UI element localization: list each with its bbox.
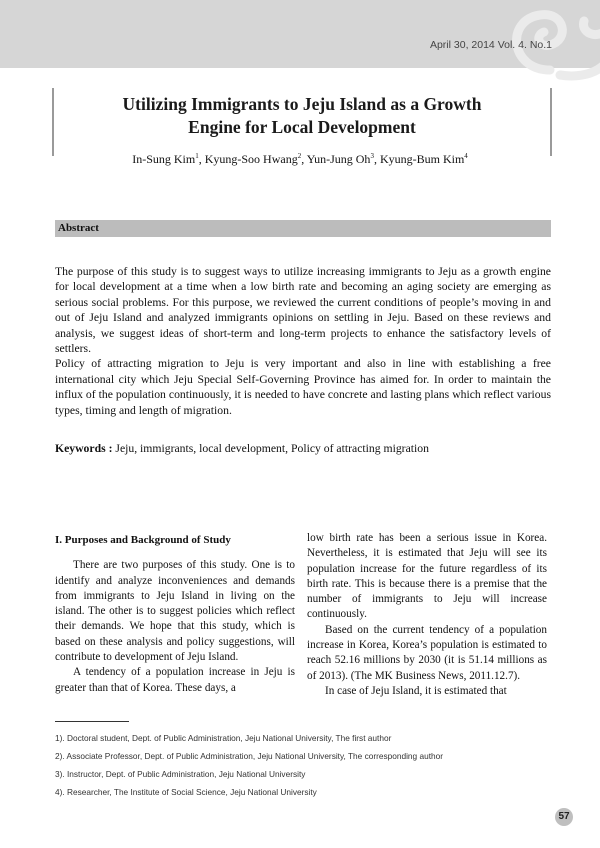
keywords [55, 442, 551, 455]
title-left-rule [52, 88, 54, 156]
abstract-body [55, 264, 551, 418]
abstract-paragraph: The purpose of this study is to suggest ways to utilize increasing immigrants to Jeju as a growth engine for local development at a time when a low birth rate and becoming an aging society are emerging as serious social problems. For this purpose, we reviewed the current conditions of people’s moving in and out of Jeju Island and analyzed immigrants opinions on settling in Jeju. Based on these reviews and analysis, we suggest ideas of short-term and long-term projects to enhance the satisfactory levels of settlers. [55, 265, 551, 356]
abstract-heading: Abstract [58, 222, 99, 234]
footnote-divider [55, 721, 129, 722]
footnote: 1). Doctoral student, Dept. of Public Administration, Jeju National University, The first author [55, 733, 392, 743]
body-paragraph: In case of Jeju Island, it is estimated that [325, 684, 507, 697]
section-heading: I. Purposes and Background of Study [55, 534, 231, 546]
footnote: 2). Associate Professor, Dept. of Public Administration, Jeju National University, The corresponding author [55, 751, 443, 761]
page-number: 57 [555, 808, 573, 826]
body-paragraph: There are two purposes of this study. One is to identify and analyze inconveniences and demands from immigrants to Jeju Island in living on the island. The other is to suggest policies which reflect their demands. We hope that this study, which is based on these analysis and policy suggestions, will contribute to development of Jeju Island. [55, 559, 295, 664]
body-column-right [307, 531, 547, 699]
keywords-label: Keywords : [55, 442, 113, 455]
footnote: 3). Instructor, Dept. of Public Administration, Jeju National University [55, 769, 306, 779]
footnote: 4). Researcher, The Institute of Social Science, Jeju National University [55, 787, 317, 797]
body-column-left [55, 531, 295, 696]
paper-title: Utilizing Immigrants to Jeju Island as a Growth Engine for Local Development [122, 94, 482, 137]
issue-info: April 30, 2014 Vol. 4. No.1 [429, 39, 552, 51]
title-box [52, 88, 552, 156]
abstract-paragraph: Policy of attracting migration to Jeju is very important and also in line with establishing a free international city which Jeju Special Self-Governing Province has aimed for. In order to maintain the influx of the population continuously, it is needed to have concrete and lasting plans which reflect various types, timing and length of migration. [55, 357, 551, 417]
body-paragraph: Based on the current tendency of a population increase in Korea, Korea’s population is estimated to reach 52.16 millions by 2030 (it is 51.14 millions as of 2013). (The MK Business News, 2011.12.7). [307, 623, 547, 682]
author-name: Kyung-Bum Kim [379, 152, 465, 166]
keywords-text: Jeju, immigrants, local development, Policy of attracting migration [115, 442, 429, 455]
title-right-rule [550, 88, 552, 156]
abstract-heading-bar [55, 220, 551, 237]
body-paragraph: A tendency of a population increase in Jeju is greater than that of Korea. These days, a [55, 666, 295, 694]
author-name: Yun-Jung Oh [306, 152, 371, 166]
author-name: In-Sung Kim [132, 152, 196, 166]
footnotes [55, 729, 555, 801]
author-name: Kyung-Soo Hwang [204, 152, 298, 166]
body-paragraph: low birth rate has been a serious issue in Korea. Nevertheless, it is estimated that Jeju will see its population increase for the future regardless of its birth rate. This is because there is a premise that the number of immigrants to Jeju will increase continuously. [307, 532, 547, 621]
author-list: In-Sung Kim$^1$, Kyung-Soo Hwang$^2$, Yun-Jung Oh$^3$, Kyung-Bum Kim$^4$ [132, 152, 468, 166]
header-banner [0, 0, 600, 68]
